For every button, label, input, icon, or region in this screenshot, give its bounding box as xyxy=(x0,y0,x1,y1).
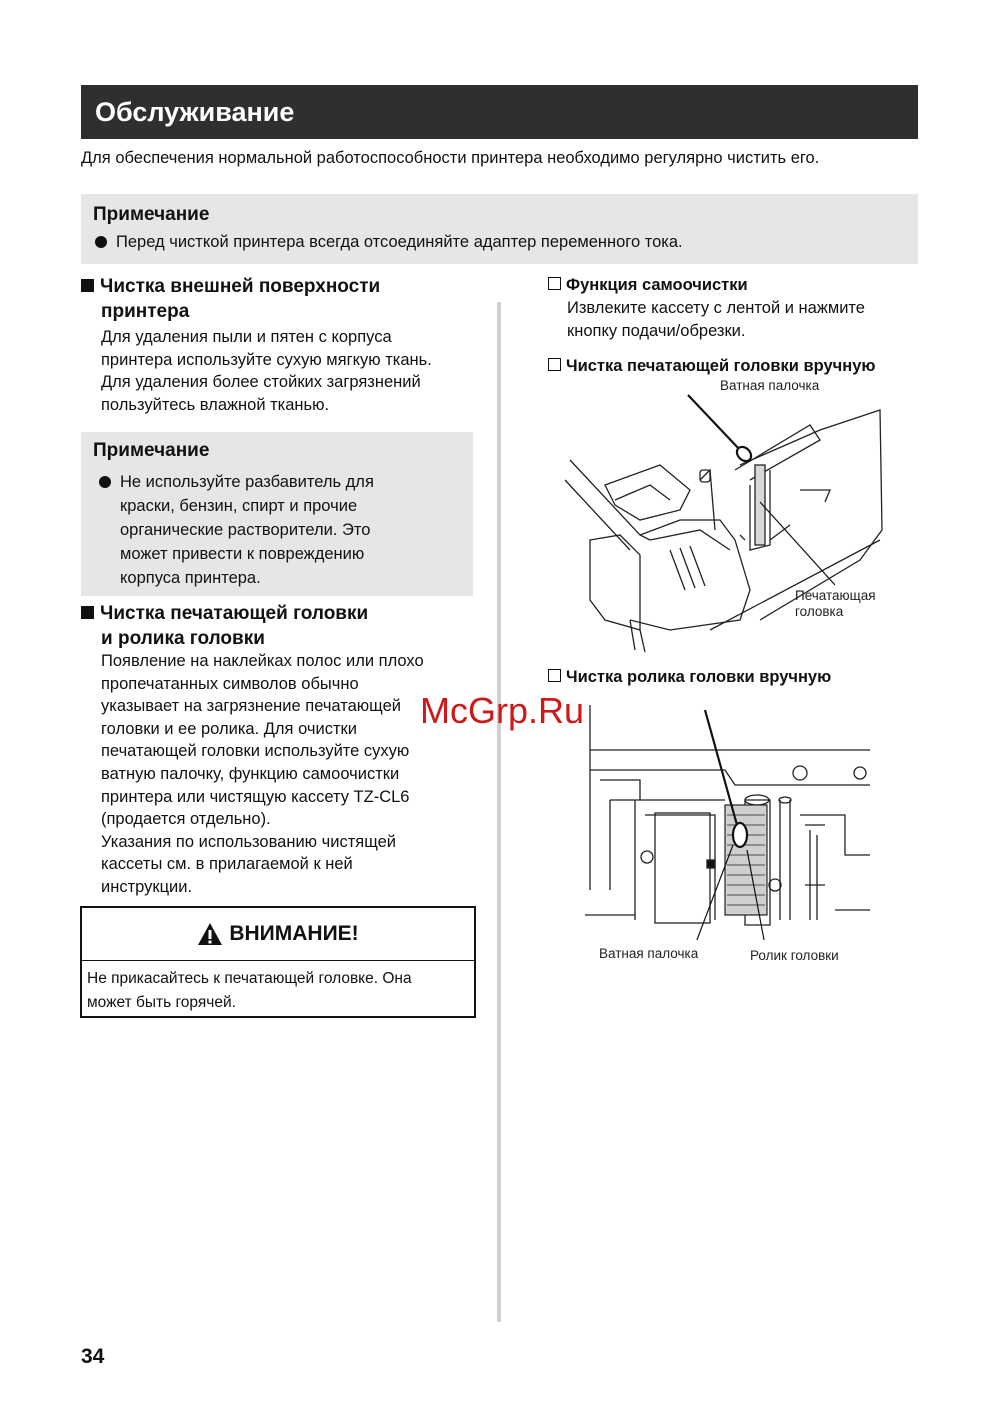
section-heading-exterior xyxy=(81,274,380,324)
note-box-top xyxy=(81,194,918,264)
heading-roller-manual xyxy=(548,666,831,688)
text-line: Не используйте разбавитель для xyxy=(120,473,374,491)
caption-line: головка xyxy=(795,604,844,619)
text-line: Появление на наклейках полос или плохо xyxy=(101,652,424,670)
note-text: Перед чисткой принтера всегда отсоединяйте адаптер переменного тока. xyxy=(116,233,683,251)
text-line: инструкции. xyxy=(101,877,193,896)
checkbox-square-icon xyxy=(548,669,561,682)
bullet-dot-icon xyxy=(99,476,111,488)
intro-text: Для обеспечения нормальной работоспособности принтера необходимо регулярно чистить его. xyxy=(81,149,820,167)
text-line: указывает на загрязнение печатающей xyxy=(101,697,401,716)
caption-roller: Ролик головки xyxy=(750,948,839,963)
text-line: Для удаления пыли и пятен с корпуса xyxy=(101,328,392,346)
self-clean-body xyxy=(567,297,865,342)
note-text xyxy=(120,470,374,590)
checkbox-square-icon xyxy=(548,358,561,371)
bullet-dot-icon xyxy=(95,236,107,248)
section-heading-printhead xyxy=(81,601,368,651)
text-line: ватную палочку, функцию самоочистки xyxy=(101,764,400,783)
roller-illustration xyxy=(585,705,875,940)
heading-line: Чистка внешней поверхности xyxy=(100,276,381,297)
text-line: пропечатанных символов обычно xyxy=(101,674,359,693)
heading-text: Чистка печатающей головки вручную xyxy=(566,357,876,375)
warning-header xyxy=(82,908,474,961)
text-line: кнопку подачи/обрезки. xyxy=(567,321,746,340)
caption-swab-1: Ватная палочка xyxy=(720,378,820,393)
section-exterior-body xyxy=(101,326,432,416)
square-bullet-icon xyxy=(81,606,94,619)
text-line: принтера или чистящую кассету TZ-CL6 xyxy=(101,787,410,806)
heading-line: Чистка печатающей головки xyxy=(100,603,369,624)
page-number: 34 xyxy=(81,1345,105,1368)
text-line: Указания по использованию чистящей xyxy=(101,832,396,851)
caption-line: Печатающая xyxy=(795,588,876,603)
watermark: McGrp.Ru xyxy=(420,690,585,731)
text-line: органические растворители. Это xyxy=(120,521,371,539)
caption-swab-2: Ватная палочка xyxy=(599,946,699,961)
warning-title: ВНИМАНИЕ! xyxy=(229,922,359,945)
text-line: краски, бензин, спирт и прочие xyxy=(120,497,358,515)
page-title: Обслуживание xyxy=(95,97,295,127)
heading-head-manual xyxy=(548,355,875,377)
checkbox-square-icon xyxy=(548,277,561,290)
text-line: (продается отдельно). xyxy=(101,810,271,829)
note-title: Примечание xyxy=(93,440,210,461)
note-title: Примечание xyxy=(93,204,210,225)
heading-line: и ролика головки xyxy=(101,628,265,649)
text-line: печатающей головки используйте сухую xyxy=(101,742,410,761)
text-line: кассеты см. в прилагаемой к ней xyxy=(101,855,353,874)
text-line: пользуйтесь влажной тканью. xyxy=(101,395,330,414)
heading-line: принтера xyxy=(101,301,190,322)
warning-text xyxy=(82,961,474,1021)
text-line: Извлеките кассету с лентой и нажмите xyxy=(567,299,865,317)
heading-text: Функция самоочистки xyxy=(566,276,748,294)
note-bullet xyxy=(95,231,683,253)
page-title-bar xyxy=(81,85,918,139)
note-bullet xyxy=(99,470,429,590)
text-line: принтера используйте сухую мягкую ткань. xyxy=(101,350,432,369)
column-divider xyxy=(497,302,501,1322)
text-line: Не прикасайтесь к печатающей головке. Она xyxy=(87,970,412,987)
caption-printhead xyxy=(795,588,876,620)
text-line: может привести к повреждению xyxy=(120,545,365,563)
square-bullet-icon xyxy=(81,279,94,292)
warning-box xyxy=(80,906,476,1018)
heading-self-clean xyxy=(548,274,748,296)
warning-triangle-icon xyxy=(197,922,223,946)
text-line: Для удаления более стойких загрязнений xyxy=(101,373,421,392)
section-printhead-body xyxy=(101,650,424,899)
heading-text: Чистка ролика головки вручную xyxy=(566,668,832,686)
text-line: может быть горячей. xyxy=(87,994,236,1011)
text-line: корпуса принтера. xyxy=(120,569,261,587)
text-line: головки и ее ролика. Для очистки xyxy=(101,719,357,738)
note-box-left xyxy=(81,432,473,596)
